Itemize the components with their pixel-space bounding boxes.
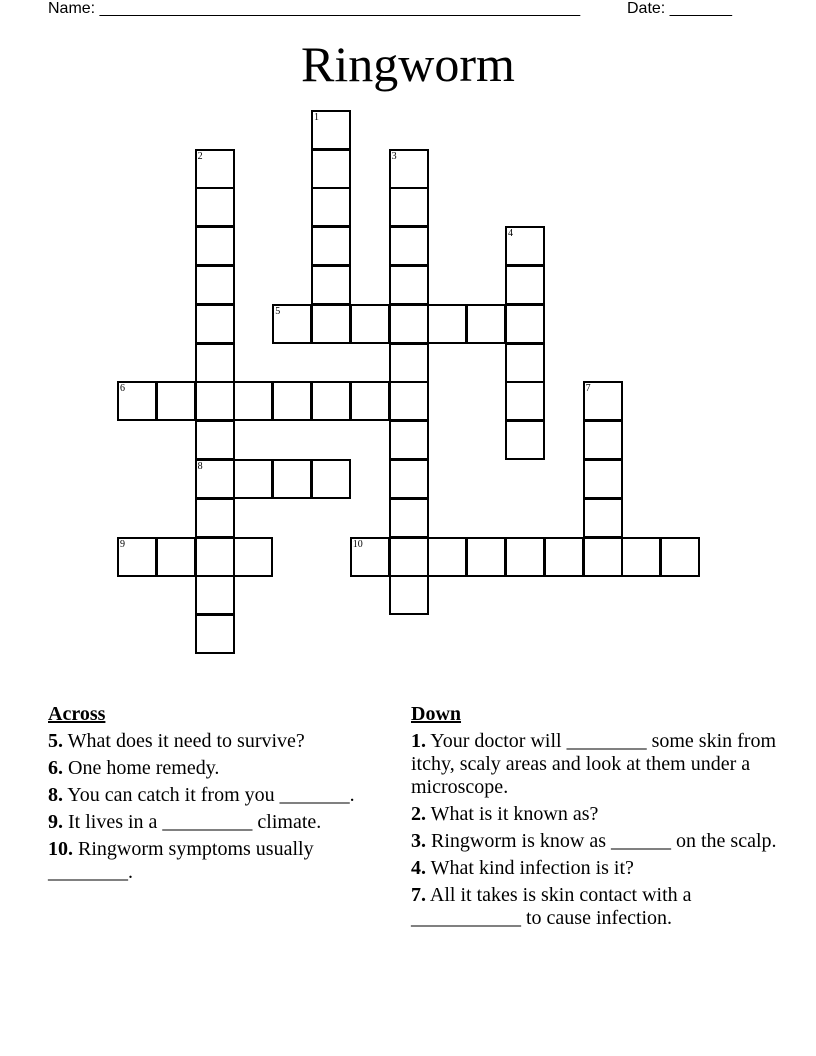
clue-text: Ringworm symptoms usually ________. [48,838,314,883]
grid-cell[interactable] [195,187,235,227]
grid-cell[interactable] [233,459,273,499]
grid-cell[interactable] [505,304,545,344]
clue-text: What kind infection is it? [430,857,634,879]
grid-cell[interactable] [583,498,623,538]
grid-cell[interactable] [195,420,235,460]
clue-number: 2. [411,803,426,825]
grid-cell[interactable] [195,614,235,654]
grid-cell[interactable] [583,537,623,577]
across-clue [48,757,383,780]
grid-cell[interactable] [389,537,429,577]
clue-number: 4. [411,857,426,879]
grid-cell[interactable] [311,381,351,421]
grid-cell[interactable] [350,381,390,421]
across-clue [48,784,383,807]
grid-cell[interactable] [195,498,235,538]
grid-cell[interactable] [195,537,235,577]
grid-cell[interactable] [389,343,429,383]
grid-cell[interactable] [311,226,351,266]
clue-number-label: 5 [275,305,281,317]
down-clues [411,703,781,934]
grid-cell[interactable] [272,381,312,421]
grid-cell[interactable] [195,459,235,499]
across-clue [48,838,383,884]
clue-number: 7. [411,884,426,906]
clue-text: What is it known as? [430,803,599,825]
grid-cell[interactable] [156,381,196,421]
clue-number: 5. [48,730,63,752]
down-heading: Down [411,703,462,725]
grid-cell[interactable] [466,304,506,344]
grid-cell[interactable] [389,226,429,266]
grid-cell[interactable] [195,265,235,305]
grid-cell[interactable] [505,420,545,460]
clue-number: 1. [411,730,426,752]
across-clue [48,730,383,753]
clue-number: 6. [48,757,63,779]
grid-cell[interactable] [583,420,623,460]
grid-cell[interactable] [583,459,623,499]
clue-text: Your doctor will ________ some skin from itchy, scaly areas and look at them under a microscope. [411,730,777,798]
grid-cell[interactable] [195,381,235,421]
down-clue [411,857,781,880]
clue-text: One home remedy. [68,757,220,779]
across-clue [48,811,383,834]
grid-cell[interactable] [389,187,429,227]
grid-cell[interactable] [427,304,467,344]
grid-cell[interactable] [389,304,429,344]
down-clue [411,803,781,826]
clue-text: All it takes is skin contact with a ___________ to cause infection. [411,884,692,929]
grid-cell[interactable] [311,459,351,499]
grid-cell[interactable] [311,110,351,150]
grid-cell[interactable] [389,575,429,615]
grid-cell[interactable] [389,265,429,305]
grid-cell[interactable] [311,149,351,189]
date-field-label: Date: _______ [627,0,732,17]
grid-cell[interactable] [389,498,429,538]
down-clue [411,730,781,799]
grid-cell[interactable] [233,537,273,577]
clue-number-label: 6 [120,383,125,395]
clue-number-label: 4 [508,228,513,240]
grid-cell[interactable] [466,537,506,577]
grid-cell[interactable] [583,381,623,421]
clue-text: What does it need to survive? [67,730,305,752]
grid-cell[interactable] [311,187,351,227]
grid-cell[interactable] [505,537,545,577]
across-heading: Across [48,703,106,725]
grid-cell[interactable] [311,304,351,344]
grid-cell[interactable] [311,265,351,305]
clue-text: You can catch it from you _______. [67,784,355,806]
clue-number: 9. [48,811,63,833]
grid-cell[interactable] [621,537,661,577]
down-clue [411,830,781,853]
grid-cell[interactable] [272,304,312,344]
clue-number-label: 2 [197,150,203,162]
grid-cell[interactable] [389,420,429,460]
grid-cell[interactable] [117,381,157,421]
grid-cell[interactable] [505,343,545,383]
clue-number: 8. [48,784,63,806]
clue-text: It lives in a _________ climate. [68,811,322,833]
clue-text: Ringworm is know as ______ on the scalp. [431,830,777,852]
grid-cell[interactable] [544,537,584,577]
grid-cell[interactable] [505,226,545,266]
clue-number-label: 1 [314,111,319,123]
grid-cell[interactable] [389,459,429,499]
grid-cell[interactable] [505,265,545,305]
clue-number: 10. [48,838,73,860]
grid-cell[interactable] [272,459,312,499]
clue-number-label: 3 [391,150,397,162]
clue-number-label: 8 [197,461,203,472]
grid-cell[interactable] [350,537,390,577]
page-title: Ringworm [301,36,515,92]
grid-cell[interactable] [195,575,235,615]
grid-cell[interactable] [233,381,273,421]
grid-cell[interactable] [195,343,235,383]
down-clue [411,884,781,930]
clue-number-label: 7 [585,383,591,395]
grid-cell[interactable] [195,226,235,266]
grid-cell[interactable] [505,381,545,421]
grid-cell[interactable] [156,537,196,577]
name-field-label: Name: ______________________________________________________ [48,0,581,17]
grid-cell[interactable] [195,149,235,189]
grid-cell[interactable] [389,381,429,421]
grid-cell[interactable] [350,304,390,344]
grid-cell[interactable] [427,537,467,577]
clue-number: 3. [411,830,426,852]
clue-number-label: 9 [120,538,125,550]
grid-cell[interactable] [117,537,157,577]
grid-cell[interactable] [660,537,700,577]
across-clues [48,703,383,888]
grid-cell[interactable] [195,304,235,344]
clue-number-label: 10 [352,538,363,550]
grid-cell[interactable] [389,149,429,189]
